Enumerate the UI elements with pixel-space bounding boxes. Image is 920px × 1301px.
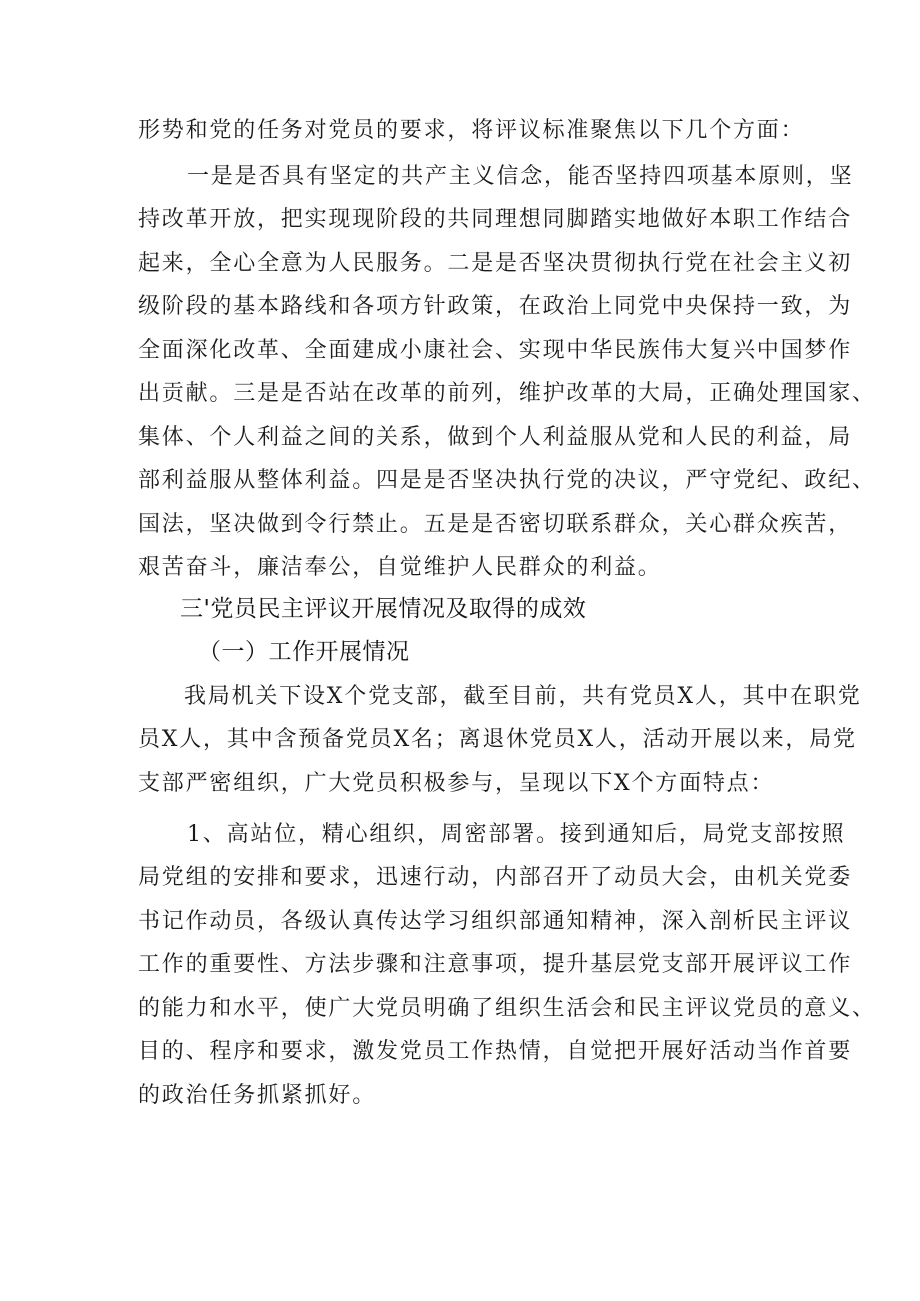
overview-line: 员X人，其中含预备党员X名；离退休党员X人，活动开展以来，局党 xyxy=(138,727,857,752)
criteria-line: 全面深化改革、全面建成小康社会、实现中华民族伟大复兴中国梦作 xyxy=(138,338,853,363)
intro-line: 形势和党的任务对党员的要求，将评议标准聚焦以下几个方面： xyxy=(138,118,805,143)
criteria-line: 出贡献。三是是否站在改革的前列，维护改革的大局，正确处理国家、 xyxy=(138,381,876,406)
point-line: 的能力和水平，使广大党员明确了组织生活会和民主评议党员的意义、 xyxy=(138,996,876,1021)
point-line: 书记作动员，各级认真传达学习组织部通知精神，深入剖析民主评议 xyxy=(138,909,853,934)
criteria-line: 国法，坚决做到令行禁止。五是是否密切联系群众，关心群众疾苦， xyxy=(138,512,853,537)
criteria-line: 级阶段的基本路线和各项方针政策，在政治上同党中央保持一致，为 xyxy=(138,294,853,319)
point-line: 局党组的安排和要求，迅速行动，内部召开了动员大会，由机关党委 xyxy=(138,865,853,890)
criteria-line: 艰苦奋斗，廉洁奉公，自觉维护人民群众的利益。 xyxy=(138,555,662,580)
criteria-line: 部利益服从整体利益。四是是否坚决执行党的决议，严守党纪、政纪、 xyxy=(138,468,876,493)
overview-line: 支部严密组织，广大党员积极参与，呈现以下X个方面特点： xyxy=(138,771,775,796)
point-line: 的政治任务抓紧抓好。 xyxy=(138,1083,377,1108)
point-line: 1、高站位，精心组织，周密部署。接到通知后，局党支部按照 xyxy=(187,822,846,847)
overview-line: 我局机关下设X个党支部，截至目前，共有党员X人，其中在职党 xyxy=(184,684,862,709)
criteria-line: 起来，全心全意为人民服务。二是是否坚决贯彻执行党在社会主义初 xyxy=(138,251,853,276)
point-line: 目的、程序和要求，激发党员工作热情，自觉把开展好活动当作首要 xyxy=(138,1039,853,1064)
criteria-line: 一是是否具有坚定的共产主义信念，能否坚持四项基本原则，坚 xyxy=(187,164,854,189)
subsection-heading: （一）工作开展情况 xyxy=(198,639,410,665)
criteria-line: 持改革开放，把实现现阶段的共同理想同脚踏实地做好本职工作结合 xyxy=(138,207,853,232)
point-line: 工作的重要性、方法步骤和注意事项，提升基层党支部开展评议工作 xyxy=(138,952,853,977)
criteria-line: 集体、个人利益之间的关系，做到个人利益服从党和人民的利益，局 xyxy=(138,425,853,450)
section-heading: 三'党员民主评议开展情况及取得的成效 xyxy=(180,596,587,622)
